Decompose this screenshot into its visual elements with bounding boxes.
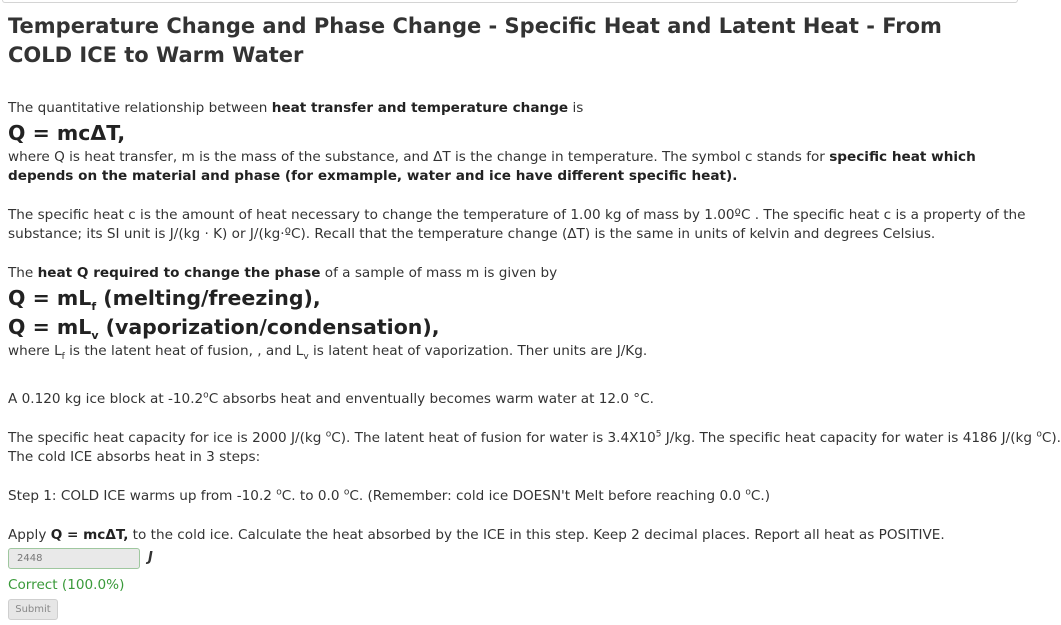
step1-d: C.) [750, 488, 771, 504]
phase-lead-text: The [8, 265, 38, 281]
intro-lead-text: The quantitative relationship between [8, 100, 272, 116]
latent-heat-where [8, 342, 647, 363]
answer-unit: J [148, 550, 153, 565]
formula-melting-a: Q = mL [8, 286, 92, 310]
steps-intro: The cold ICE absorbs heat in 3 steps: [8, 449, 261, 465]
capacity-b: C). The latent heat of fusion for water is 3.4X10 [331, 430, 656, 446]
specific-heat-line2: substance; its SI unit is J/(kg · K) or J/(kg·ºC). Recall that the temperature change (ΔT) is the same in units of kelvin and degrees Celsius. [8, 226, 936, 242]
intro-description [8, 148, 1013, 186]
statement-b: C absorbs heat and enventually becomes warm water at 12.0 °C. [208, 391, 654, 407]
submit-button[interactable]: Submit [8, 599, 58, 620]
where-sub-f: f [61, 352, 65, 362]
capacity-info [8, 429, 1061, 448]
apply-bold: Q = mcΔT, [50, 527, 129, 543]
phase-lead-end: of a sample of mass m is given by [320, 265, 558, 281]
top-border [2, 0, 1018, 3]
step1 [8, 487, 770, 506]
apply-b: to the cold ice. Calculate the heat absorbed by the ICE in this step. Keep 2 decimal places. Report all heat as POSITIVE. [128, 527, 945, 543]
step1-sup1: o [276, 487, 282, 498]
formula-vapor-b: (vaporization/condensation), [98, 315, 440, 339]
specific-heat-line1: The specific heat c is the amount of heat necessary to change the temperature of 1.00 kg of mass by 1.00ºC . The specific heat c is a property of the [8, 207, 1026, 223]
step1-sup3: o [745, 487, 751, 498]
formula-melting [8, 284, 321, 316]
intro-desc-bold: specific heat which depends on the material and phase (for exmample, water and ice have different specific heat). [8, 149, 976, 184]
formula-melting-b: (melting/freezing), [96, 286, 321, 310]
where-b: is the latent heat of fusion, , and L [64, 343, 304, 359]
where-sub-v: v [303, 352, 309, 362]
formula-melting-sub: f [91, 300, 97, 313]
step1-c: C. (Remember: cold ice DOESN't Melt before reaching 0.0 [349, 488, 746, 504]
problem-statement [8, 390, 654, 409]
formula-vapor-a: Q = mL [8, 315, 92, 339]
capacity-sup2: 5 [655, 429, 662, 440]
answer-input[interactable]: 2448 [8, 548, 140, 569]
page-title [8, 12, 1008, 70]
intro-lead [8, 99, 583, 118]
feedback-correct: Correct (100.0%) [8, 577, 125, 593]
intro-lead-end: is [568, 100, 584, 116]
intro-desc-text: where Q is heat transfer, m is the mass of the substance, and ΔT is the change in temperature. The symbol c stands for [8, 149, 830, 165]
intro-lead-bold: heat transfer and temperature change [271, 100, 569, 116]
step1-sup2: o [343, 487, 350, 498]
where-a: where L [8, 343, 62, 359]
formula-vapor-sub: v [91, 329, 99, 342]
formula-vaporization [8, 313, 440, 345]
capacity-a: The specific heat capacity for ice is 2000 J/(kg [8, 430, 326, 446]
formula-heat: Q = mcΔT, [8, 121, 126, 145]
phase-lead [8, 264, 557, 283]
capacity-c: J/kg. The specific heat capacity for water is 4186 J/(kg [661, 430, 1037, 446]
capacity-sup1: o [325, 429, 332, 440]
statement-a: A 0.120 kg ice block at -10.2 [8, 391, 204, 407]
capacity-sup3: o [1036, 429, 1042, 440]
step1-b: C. to 0.0 [281, 488, 344, 504]
step1-a: Step 1: COLD ICE warms up from -10.2 [8, 488, 277, 504]
statement-sup: o [203, 390, 209, 401]
title-heading: Temperature Change and Phase Change - Specific Heat and Latent Heat - From COLD ICE to Warm Water [8, 14, 942, 67]
apply-instruction [8, 526, 945, 545]
apply-a: Apply [8, 527, 51, 543]
capacity-d: C). [1041, 430, 1061, 446]
where-c: is latent heat of vaporization. Ther units are J/Kg. [308, 343, 648, 359]
phase-lead-bold: heat Q required to change the phase [37, 265, 321, 281]
